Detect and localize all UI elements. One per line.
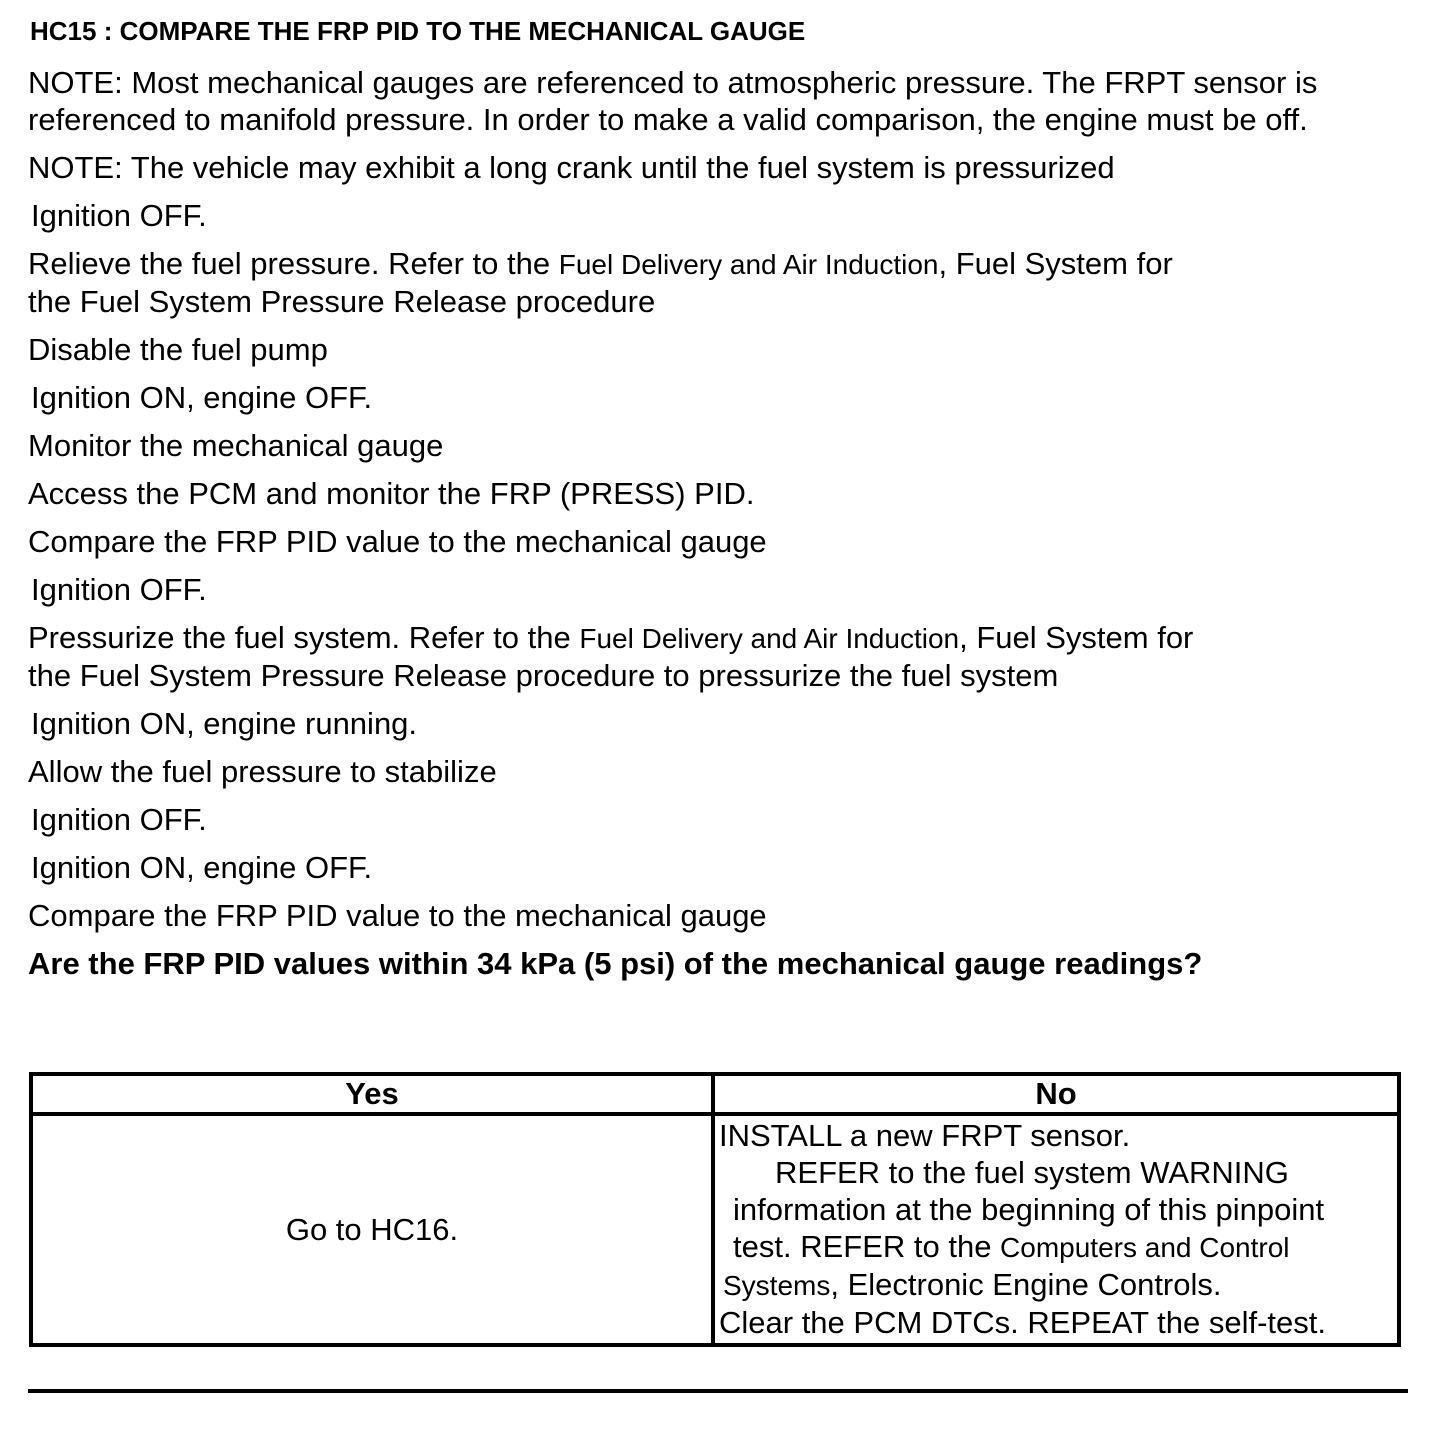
no-action-line-3: information at the beginning of this pinpoint (733, 1192, 1325, 1227)
step-monitor-gauge: Monitor the mechanical gauge (28, 428, 444, 463)
step-relieve-pressure (28, 245, 1408, 320)
no-action-line-4 (719, 1228, 1393, 1266)
fuel-delivery-reference-link-2[interactable]: Fuel Delivery and Air Induction (579, 623, 960, 654)
step-ignition-off-3: Ignition OFF. (31, 802, 207, 837)
no-action-line-6: Clear the PCM DTCs. REPEAT the self-test. (719, 1305, 1326, 1340)
note-long-crank: NOTE: The vehicle may exhibit a long crank until the fuel system is pressurized (28, 150, 1115, 185)
step-relieve-pressure-suffix: , Fuel System for (938, 246, 1173, 281)
step-relieve-pressure-line2: the Fuel System Pressure Release procedure (28, 284, 656, 319)
no-header: No (713, 1074, 1399, 1114)
step-heading: HC15 : COMPARE THE FRP PID TO THE MECHANICAL GAUGE (30, 16, 806, 46)
no-action-line-5-text: , Electronic Engine Controls. (830, 1267, 1222, 1302)
no-action-line-1: INSTALL a new FRPT sensor. (719, 1118, 1131, 1153)
bottom-divider (28, 1389, 1408, 1393)
step-pressurize-text: Pressurize the fuel system. Refer to the (28, 620, 580, 655)
result-table-header-row (31, 1074, 1399, 1114)
yes-action-cell (31, 1114, 713, 1345)
procedure-steps (28, 64, 1408, 993)
step-disable-fuel-pump: Disable the fuel pump (28, 332, 328, 367)
step-compare-frp: Compare the FRP PID value to the mechanical gauge (28, 524, 767, 559)
test-question: Are the FRP PID values within 34 kPa (5 psi) of the mechanical gauge readings? (28, 946, 1203, 981)
step-ignition-on-engine-off: Ignition ON, engine OFF. (31, 380, 373, 415)
step-ignition-off-2: Ignition OFF. (31, 572, 207, 607)
go-to-hc16-link[interactable]: Go to HC16. (285, 1211, 459, 1247)
step-relieve-pressure-text: Relieve the fuel pressure. Refer to the (28, 246, 559, 281)
no-action-line-5 (719, 1266, 1393, 1304)
step-pressurize-system (28, 619, 1408, 694)
step-ignition-on-engine-off-2: Ignition ON, engine OFF. (31, 850, 373, 885)
step-pressurize-line2: the Fuel System Pressure Release procedure to pressurize the fuel system (28, 658, 1059, 693)
no-action-line-4-text: test. REFER to the (733, 1229, 1001, 1264)
computers-control-reference-link-cont[interactable]: Systems (723, 1270, 831, 1301)
fuel-delivery-reference-link[interactable]: Fuel Delivery and Air Induction (558, 249, 939, 280)
note-gauge-reference: NOTE: Most mechanical gauges are referenced to atmospheric pressure. The FRPT sensor is referenced to manifold pressure. In order to make a valid comparison, the engine must be off. (28, 65, 1318, 137)
step-allow-stabilize: Allow the fuel pressure to stabilize (28, 754, 497, 789)
step-ignition-off: Ignition OFF. (31, 198, 207, 233)
step-compare-frp-2: Compare the FRP PID value to the mechanical gauge (28, 898, 767, 933)
step-ignition-on-engine-running: Ignition ON, engine running. (31, 706, 418, 741)
no-action-cell (713, 1114, 1399, 1345)
yes-header: Yes (31, 1074, 713, 1114)
result-table-row (31, 1114, 1399, 1345)
result-table (29, 1072, 1401, 1347)
computers-control-reference-link[interactable]: Computers and Control (1000, 1232, 1290, 1263)
step-pressurize-suffix: , Fuel System for (959, 620, 1194, 655)
step-access-pcm: Access the PCM and monitor the FRP (PRESS) PID. (28, 476, 755, 511)
no-action-line-2: REFER to the fuel system WARNING (775, 1155, 1289, 1190)
